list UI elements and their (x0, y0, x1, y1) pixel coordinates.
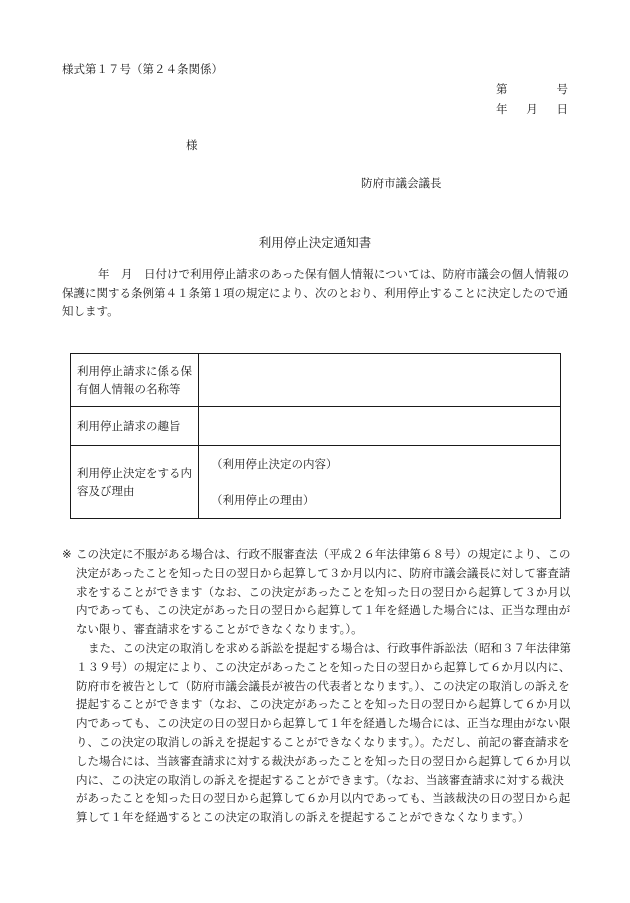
note-mark: ※ (62, 547, 72, 561)
date-year: 年 (496, 102, 508, 116)
document-number (496, 84, 568, 96)
issuer-name: 防府市議会議長 (361, 176, 442, 190)
document-date (496, 104, 568, 116)
table-row-request-purpose (71, 407, 561, 446)
value-information-name (199, 354, 561, 407)
table-row-information-name (71, 354, 561, 407)
addressee-honorific: 様 (186, 138, 198, 152)
value-request-purpose (199, 407, 561, 446)
intro-text: 年 月 日付けで利用停止請求のあった保有個人情報については、防府市議会の個人情報の保護に関する条例第４１条第１項の規定により、次のとおり、利用停止することに決定したので通知します。 (62, 267, 570, 318)
date-month: 月 (526, 102, 538, 116)
decision-content-heading: （利用停止決定の内容） (211, 456, 338, 471)
document-number-prefix: 第 (496, 82, 508, 96)
decision-table (70, 353, 561, 519)
decision-reason-heading: （利用停止の理由） (211, 493, 315, 507)
appeal-notice (62, 545, 572, 827)
date-day: 日 (556, 102, 568, 116)
label-information-name: 利用停止請求に係る保有個人情報の名称等 (71, 354, 199, 407)
value-decision-content (199, 446, 561, 519)
form-number: 様式第１７号（第２４条関係） (62, 62, 223, 76)
label-decision-content: 利用停止決定をする内容及び理由 (71, 446, 199, 519)
document-number-suffix: 号 (556, 82, 568, 96)
document-title: 利用停止決定通知書 (258, 235, 372, 250)
notice-paragraph-review: この決定に不服がある場合は、行政不服審査法（平成２６年法律第６８号）の規定により、この決定があったことを知った日の翌日から起算して３か月以内に、防府市議会議長に対して審査請求をすることができます（なお、この決定があったことを知った日の翌日から起算して３か月以内であっても、この決定があった日の翌日から起算して１年を経過した場合には、正当な理由がない限り、審査請求をすることができなくなります。）。 (76, 547, 571, 637)
label-request-purpose: 利用停止請求の趣旨 (71, 407, 199, 446)
notice-paragraph-lawsuit: また、この決定の取消しを求める訴訟を提起する場合は、行政事件訴訟法（昭和３７年法律第１３９号）の規定により、この決定があったことを知った日の翌日から起算して６か月以内に、防府市を被告として（防府市議会議長が被告の代表者となります。）、この決定の取消しの訴えを提起することができます（なお、この決定があったことを知った日の翌日から起算して６か月以内であっても、この決定の日の翌日から起算して１年を経過した場合には、正当な理由がない限り、この決定の取消しの訴えを提起することができなくなります。）。ただし、前記の審査請求をした場合には、当該審査請求に対する裁決があったことを知った日の翌日から起算して６か月以内に、この決定の取消しの訴えを提起することができます。（なお、当該審査請求に対する裁決があったことを知った日の翌日から起算して６か月以内であっても、当該裁決の日の翌日から起算して１年を経過するとこの決定の取消しの訴えを提起することができなくなります。） (76, 640, 571, 825)
intro-paragraph (62, 265, 572, 321)
table-row-decision-content (71, 446, 561, 519)
